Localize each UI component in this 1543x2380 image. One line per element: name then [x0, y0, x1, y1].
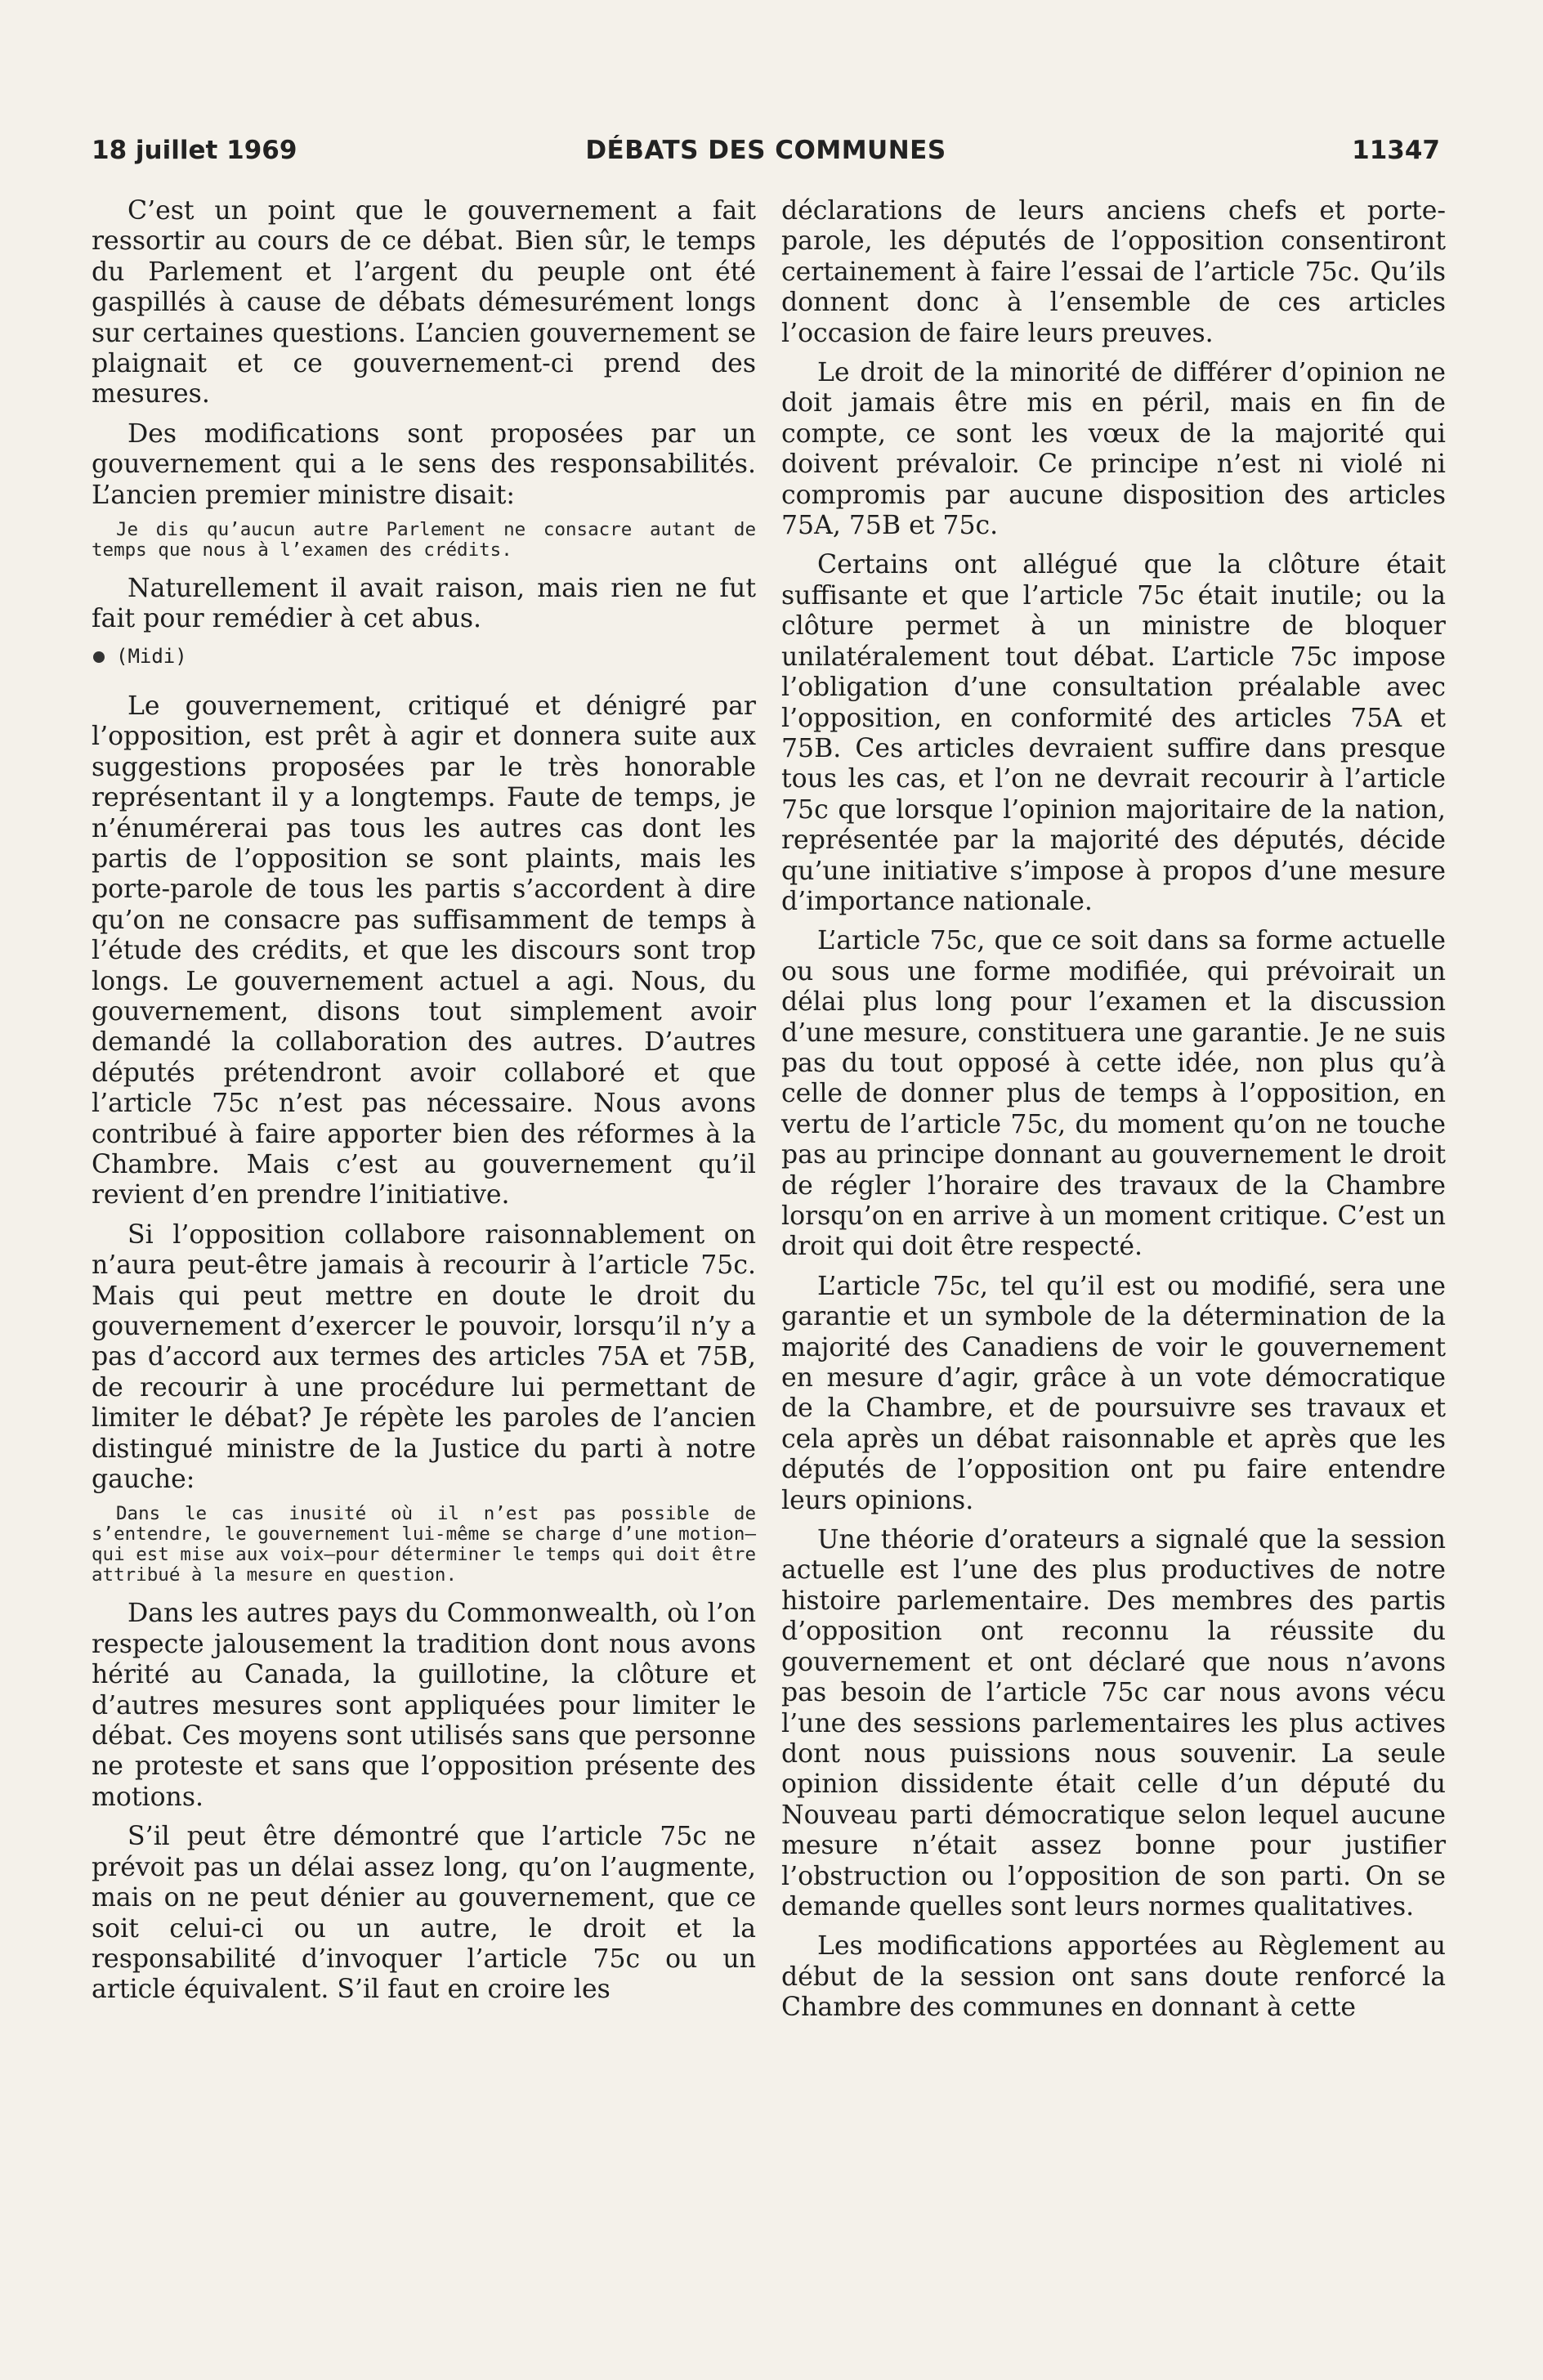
paragraph: Des modifications sont proposées par un gouvernement qui a le sens des responsabilités. L’ancien premier ministre disait:: [92, 418, 756, 510]
right-column: [781, 196, 1446, 2033]
paragraph: Le gouvernement, critiqué et dénigré par l’opposition, est prêt à agir et donnera suite aux suggestions proposées par le très honorable représentant il y a longtemps. Faute de temps, je n’énumérerai pas tous les autres cas dont les partis de l’opposition se sont plaints, mais les porte-parole de tous les partis s’accordent à dire qu’on ne consacre pas suffisamment de temps à l’étude des crédits, et que les discours sont trop longs. Le gouvernement actuel a agi. Nous, du gouvernement, disons tout simplement avoir demandé la collaboration des autres. D’autres députés prétendront avoir collaboré et que l’article 75c n’est pas nécessaire. Nous avons contribué à faire apporter bien des réformes à la Chambre. Mais c’est au gouvernement qu’il revient d’en prendre l’initiative.: [92, 691, 756, 1210]
paragraph: L’article 75c, que ce soit dans sa forme actuelle ou sous une forme modifiée, qui prévoirait un délai plus long pour l’examen et la discussion d’une mesure, constituera une garantie. Je ne suis pas du tout opposé à cette idée, non plus qu’à celle de donner plus de temps à l’opposition, en vertu de l’article 75c, du moment qu’on ne touche pas au principe donnant au gouvernement le droit de régler l’horaire des travaux de la Chambre lorsqu’on en arrive à un moment critique. C’est un droit qui doit être respecté.: [781, 926, 1446, 1262]
time-marker: [92, 644, 756, 669]
header-title: DÉBATS DES COMMUNES: [585, 136, 946, 165]
paragraph: C’est un point que le gouvernement a fait ressortir au cours de ce débat. Bien sûr, le temps du Parlement et l’argent du peuple ont été gaspillés à cause de débats démesurément longs sur certaines questions. L’ancien gouvernement se plaignait et ce gouvernement-ci prend des mesures.: [92, 196, 756, 409]
paragraph: S’il peut être démontré que l’article 75c ne prévoit pas un délai assez long, qu’on l’augmente, mais on ne peut dénier au gouvernement, que ce soit celui-ci ou un autre, le droit et la responsabilité d’invoquer l’article 75c ou un article équivalent. S’il faut en croire les: [92, 1822, 756, 2005]
page-header: [92, 136, 1440, 175]
paragraph: Si l’opposition collabore raisonnablement on n’aura peut-être jamais à recourir à l’article 75c. Mais qui peut mettre en doute le droit du gouvernement d’exercer le pouvoir, lorsqu’il n’y a pas d’accord aux termes des articles 75A et 75B, de recourir à une procédure lui permettant de limiter le débat? Je répète les paroles de l’ancien distingué ministre de la Justice du parti à notre gauche:: [92, 1219, 756, 1495]
paragraph: Le droit de la minorité de différer d’opinion ne doit jamais être mis en péril, mais en fin de compte, ce sont les vœux de la majorité qui doivent prévaloir. Ce principe n’est ni violé ni compromis par aucune disposition des articles 75A, 75B et 75c.: [781, 358, 1446, 541]
left-column: [92, 196, 756, 2015]
paragraph: Les modifications apportées au Règlement au début de la session ont sans doute renforcé la Chambre des communes en donnant à cette: [781, 1931, 1446, 2023]
paragraph: L’article 75c, tel qu’il est ou modifié, sera une garantie et un symbole de la détermination de la majorité des Canadiens de voir le gouvernement en mesure d’agir, grâce à un vote démocratique de la Chambre, et de poursuivre ses travaux et cela après un débat raisonnable et après que les députés de l’opposition ont pu faire entendre leurs opinions.: [781, 1271, 1446, 1515]
paragraph: déclarations de leurs anciens chefs et porte-parole, les députés de l’opposition consentiront certainement à faire l’essai de l’article 75c. Qu’ils donnent donc à l’ensemble de ces articles l’occasion de faire leurs preuves.: [781, 196, 1446, 348]
paragraph: Une théorie d’orateurs a signalé que la session actuelle est l’une des plus productives de notre histoire parlementaire. Des membres des partis d’opposition ont reconnu la réussite du gouvernement et ont déclaré que nous n’avons pas besoin de l’article 75c car nous avons vécu l’une des sessions parlementaires les plus actives dont nous puissions nous souvenir. La seule opinion dissidente était celle d’un député du Nouveau parti démocratique selon lequel aucune mesure n’était assez bonne pour justifier l’obstruction ou l’opposition de son parti. On se demande quelles sont leurs normes qualitatives.: [781, 1525, 1446, 1921]
paragraph: Certains ont allégué que la clôture était suffisante et que l’article 75c était inutile; ou la clôture permet à un ministre de bloquer unilatéralement tout débat. L’article 75c impose l’obligation d’une consultation préalable avec l’opposition, en conformité des articles 75A et 75B. Ces articles devraient suffire dans presque tous les cas, et l’on ne devrait recourir à l’article 75c que lorsque l’opinion majoritaire de la nation, représentée par la majorité des députés, décide qu’une initiative s’impose à propos d’une mesure d’importance nationale.: [781, 550, 1446, 916]
paragraph: Naturellement il avait raison, mais rien ne fut fait pour remédier à cet abus.: [92, 574, 756, 634]
paragraph: Dans les autres pays du Commonwealth, où l’on respecte jalousement la tradition dont nous avons hérité au Canada, la guillotine, la clôture et d’autres mesures sont appliquées pour limiter le débat. Ces moyens sont utilisés sans que personne ne proteste et sans que l’opposition présente des motions.: [92, 1599, 756, 1812]
block-quote: Dans le cas inusité où il n’est pas possible de s’entendre, le gouvernement lui-même se charge d’une motion—qui est mise aux voix—pour déterminer le temps qui doit être attribué à la mesure en question.: [92, 1503, 756, 1586]
header-date: 18 juillet 1969: [92, 136, 297, 165]
time-marker-label: (Midi): [116, 644, 187, 668]
block-quote: Je dis qu’aucun autre Parlement ne consacre autant de temps que nous à l’examen des crédits.: [92, 519, 756, 561]
page-number: 11347: [1352, 136, 1440, 165]
bullet-icon: [93, 651, 105, 663]
